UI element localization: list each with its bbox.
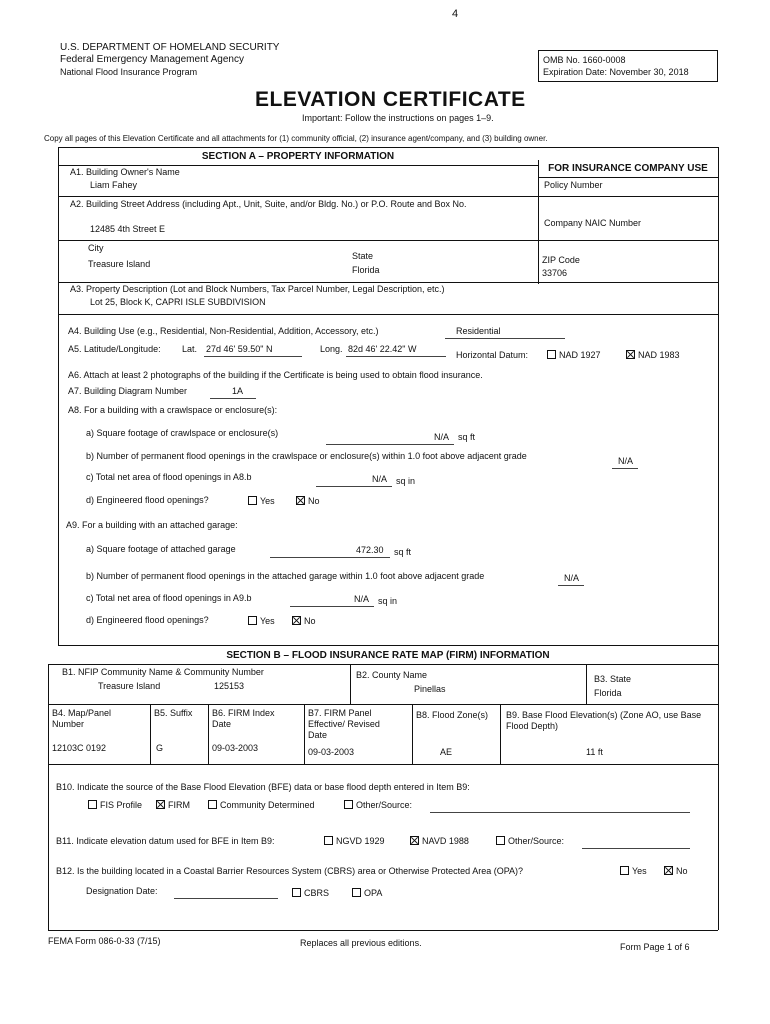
- page-title: ELEVATION CERTIFICATE: [255, 88, 526, 111]
- state-value[interactable]: Florida: [352, 265, 380, 275]
- b4-map-panel[interactable]: 12103C 0192: [52, 743, 107, 753]
- policy-number-label: Policy Number: [544, 180, 603, 190]
- b8-flood-zone[interactable]: AE: [440, 747, 453, 757]
- a8a-value[interactable]: N/A: [434, 432, 450, 442]
- a8b-value[interactable]: N/A: [618, 456, 634, 466]
- a9b-label: b) Number of permanent flood openings in the attached garage within 1.0 foot above adjacent grade: [86, 571, 485, 581]
- a8d-no-option[interactable]: No: [296, 496, 320, 506]
- department-name: U.S. DEPARTMENT OF HOMELAND SECURITY: [60, 42, 280, 53]
- cbrs-checkbox[interactable]: [292, 888, 301, 897]
- b10-other-option[interactable]: Other/Source:: [344, 800, 412, 810]
- b5-suffix[interactable]: G: [156, 743, 164, 753]
- a8a-unit: sq ft: [458, 432, 476, 442]
- a9c-value[interactable]: N/A: [354, 594, 370, 604]
- b10-fis-option[interactable]: FIS Profile: [88, 800, 142, 810]
- cbrs-option[interactable]: CBRS: [292, 888, 329, 898]
- horizontal-datum-label: Horizontal Datum:: [456, 350, 529, 360]
- b12-yes-checkbox[interactable]: [620, 866, 629, 875]
- other-source-checkbox[interactable]: [344, 800, 353, 809]
- b11-other-option[interactable]: Other/Source:: [496, 836, 564, 846]
- zip-label: ZIP Code: [542, 255, 580, 265]
- a9c-unit: sq in: [378, 596, 398, 606]
- b1-label: B1. NFIP Community Name & Community Number: [62, 667, 264, 677]
- b7-label: B7. FIRM Panel Effective/ Revised Date: [308, 708, 380, 740]
- a6-text: A6. Attach at least 2 photographs of the building if the Certificate is being used to obtain flood insurance.: [68, 370, 483, 380]
- a9d-no-option[interactable]: No: [292, 616, 316, 626]
- latitude-value[interactable]: 27d 46' 59.50" N: [206, 344, 273, 354]
- b12-no-option[interactable]: No: [664, 866, 688, 876]
- b12-no-checkbox[interactable]: [664, 866, 673, 875]
- a8d-yes-option[interactable]: Yes: [248, 496, 275, 506]
- fis-profile-checkbox[interactable]: [88, 800, 97, 809]
- a8d-no-checkbox[interactable]: [296, 496, 305, 505]
- program-name: National Flood Insurance Program: [60, 67, 198, 77]
- a9c-label: c) Total net area of flood openings in A9.b: [86, 593, 252, 603]
- omb-number: OMB No. 1660-0008: [543, 55, 626, 65]
- community-determined-checkbox[interactable]: [208, 800, 217, 809]
- a1-owner-name[interactable]: Liam Fahey: [90, 180, 138, 190]
- a9a-value[interactable]: 472.30: [356, 545, 384, 555]
- b10-community-option[interactable]: Community Determined: [208, 800, 315, 810]
- a3-label: A3. Property Description (Lot and Block Numbers, Tax Parcel Number, Legal Description, etc.): [70, 284, 445, 294]
- important-note: Important: Follow the instructions on pages 1–9.: [302, 113, 494, 123]
- b10-label: B10. Indicate the source of the Base Flood Elevation (BFE) data or base flood depth entered in Item B9:: [56, 782, 470, 792]
- lat-label: Lat.: [182, 344, 198, 354]
- a7-diagram-number[interactable]: 1A: [232, 386, 244, 396]
- a8c-value[interactable]: N/A: [372, 474, 388, 484]
- a2-label: A2. Building Street Address (including Apt., Unit, Suite, and/or Bldg. No.) or P.O. Route and Box No.: [70, 199, 467, 209]
- section-b-title: SECTION B – FLOOD INSURANCE RATE MAP (FIRM) INFORMATION: [226, 650, 550, 661]
- a5-label: A5. Latitude/Longitude:: [68, 344, 161, 354]
- a8-label: A8. For a building with a crawlspace or enclosure(s):: [68, 405, 278, 415]
- ngvd-1929-checkbox[interactable]: [324, 836, 333, 845]
- zip-value[interactable]: 33706: [542, 268, 568, 278]
- company-naic-label: Company NAIC Number: [544, 218, 642, 228]
- b11-navd-option[interactable]: NAVD 1988: [410, 836, 469, 846]
- b4-label: B4. Map/Panel Number: [52, 708, 112, 729]
- b1-community-name[interactable]: Treasure Island: [98, 681, 161, 691]
- insurance-use-title: FOR INSURANCE COMPANY USE: [548, 163, 708, 174]
- a3-property-description[interactable]: Lot 25, Block K, CAPRI ISLE SUBDIVISION: [90, 297, 266, 307]
- a9d-yes-option[interactable]: Yes: [248, 616, 275, 626]
- b6-label: B6. FIRM Index Date: [212, 708, 275, 729]
- a2-street-address[interactable]: 12485 4th Street E: [90, 224, 166, 234]
- expiration-date: Expiration Date: November 30, 2018: [543, 67, 689, 77]
- opa-option[interactable]: OPA: [352, 888, 382, 898]
- a7-label: A7. Building Diagram Number: [68, 386, 188, 396]
- omb-box: [538, 50, 718, 82]
- long-label: Long.: [320, 344, 343, 354]
- designation-date-label: Designation Date:: [86, 886, 158, 896]
- replaces-note: Replaces all previous editions.: [300, 938, 422, 948]
- a8b-label: b) Number of permanent flood openings in the crawlspace or enclosure(s) within 1.0 foot above adjacent grade: [86, 451, 527, 461]
- a8d-yes-checkbox[interactable]: [248, 496, 257, 505]
- city-label: City: [88, 243, 104, 253]
- a8d-label: d) Engineered flood openings?: [86, 495, 209, 505]
- state-label: State: [352, 251, 374, 261]
- a9b-value[interactable]: N/A: [564, 573, 580, 583]
- nad1983-checkbox[interactable]: [626, 350, 635, 359]
- page-number: Form Page 1 of 6: [620, 942, 690, 952]
- b12-label: B12. Is the building located in a Coastal Barrier Resources System (CBRS) area or Otherwise Protected Area (OPA)?: [56, 866, 524, 876]
- copy-note: Copy all pages of this Elevation Certificate and all attachments for (1) community official, (2) insurance agent/company, and (3) building owner.: [44, 134, 548, 143]
- b11-ngvd-option[interactable]: NGVD 1929: [324, 836, 385, 846]
- b2-label: B2. County Name: [356, 670, 428, 680]
- section-a-title: SECTION A – PROPERTY INFORMATION: [201, 151, 395, 162]
- b3-label: B3. State: [594, 674, 632, 684]
- b9-label: B9. Base Flood Elevation(s) (Zone AO, use Base Flood Depth): [506, 710, 702, 731]
- b2-county-name[interactable]: Pinellas: [414, 684, 446, 694]
- form-identifier: FEMA Form 086-0-33 (7/15): [48, 936, 161, 946]
- a8a-label: a) Square footage of crawlspace or enclosure(s): [86, 428, 279, 438]
- nad1927-option[interactable]: NAD 1927: [547, 350, 601, 360]
- a4-building-use[interactable]: Residential: [456, 326, 501, 336]
- a9d-no-checkbox[interactable]: [292, 616, 301, 625]
- firm-checkbox[interactable]: [156, 800, 165, 809]
- a8c-unit: sq in: [396, 476, 416, 486]
- a9d-label: d) Engineered flood openings?: [86, 615, 209, 625]
- longitude-value[interactable]: 82d 46' 22.42" W: [348, 344, 417, 354]
- b7-effective-date[interactable]: 09-03-2003: [308, 747, 355, 757]
- b12-yes-option[interactable]: Yes: [620, 866, 647, 876]
- page-mark: 4: [452, 8, 459, 20]
- b11-other-checkbox[interactable]: [496, 836, 505, 845]
- a4-label: A4. Building Use (e.g., Residential, Non-Residential, Addition, Accessory, etc.): [68, 326, 379, 336]
- b10-firm-option[interactable]: FIRM: [156, 800, 190, 810]
- opa-checkbox[interactable]: [352, 888, 361, 897]
- nad1983-option[interactable]: NAD 1983: [626, 350, 680, 360]
- agency-name: Federal Emergency Management Agency: [60, 54, 244, 65]
- nad1927-checkbox[interactable]: [547, 350, 556, 359]
- b6-index-date[interactable]: 09-03-2003: [212, 743, 259, 753]
- a8c-label: c) Total net area of flood openings in A8.b: [86, 472, 252, 482]
- a9a-label: a) Square footage of attached garage: [86, 544, 236, 554]
- b1-community-number[interactable]: 125153: [214, 681, 245, 691]
- city-value[interactable]: Treasure Island: [88, 259, 151, 269]
- b11-label: B11. Indicate elevation datum used for BFE in Item B9:: [56, 836, 275, 846]
- a1-label: A1. Building Owner's Name: [70, 167, 180, 177]
- b8-label: B8. Flood Zone(s): [416, 710, 489, 720]
- navd-1988-checkbox[interactable]: [410, 836, 419, 845]
- b5-label: B5. Suffix: [154, 708, 193, 718]
- a9-label: A9. For a building with an attached garage:: [66, 520, 238, 530]
- a9a-unit: sq ft: [394, 547, 412, 557]
- b9-base-flood-elevation[interactable]: 11 ft: [586, 747, 603, 757]
- b3-state[interactable]: Florida: [594, 688, 622, 698]
- a9d-yes-checkbox[interactable]: [248, 616, 257, 625]
